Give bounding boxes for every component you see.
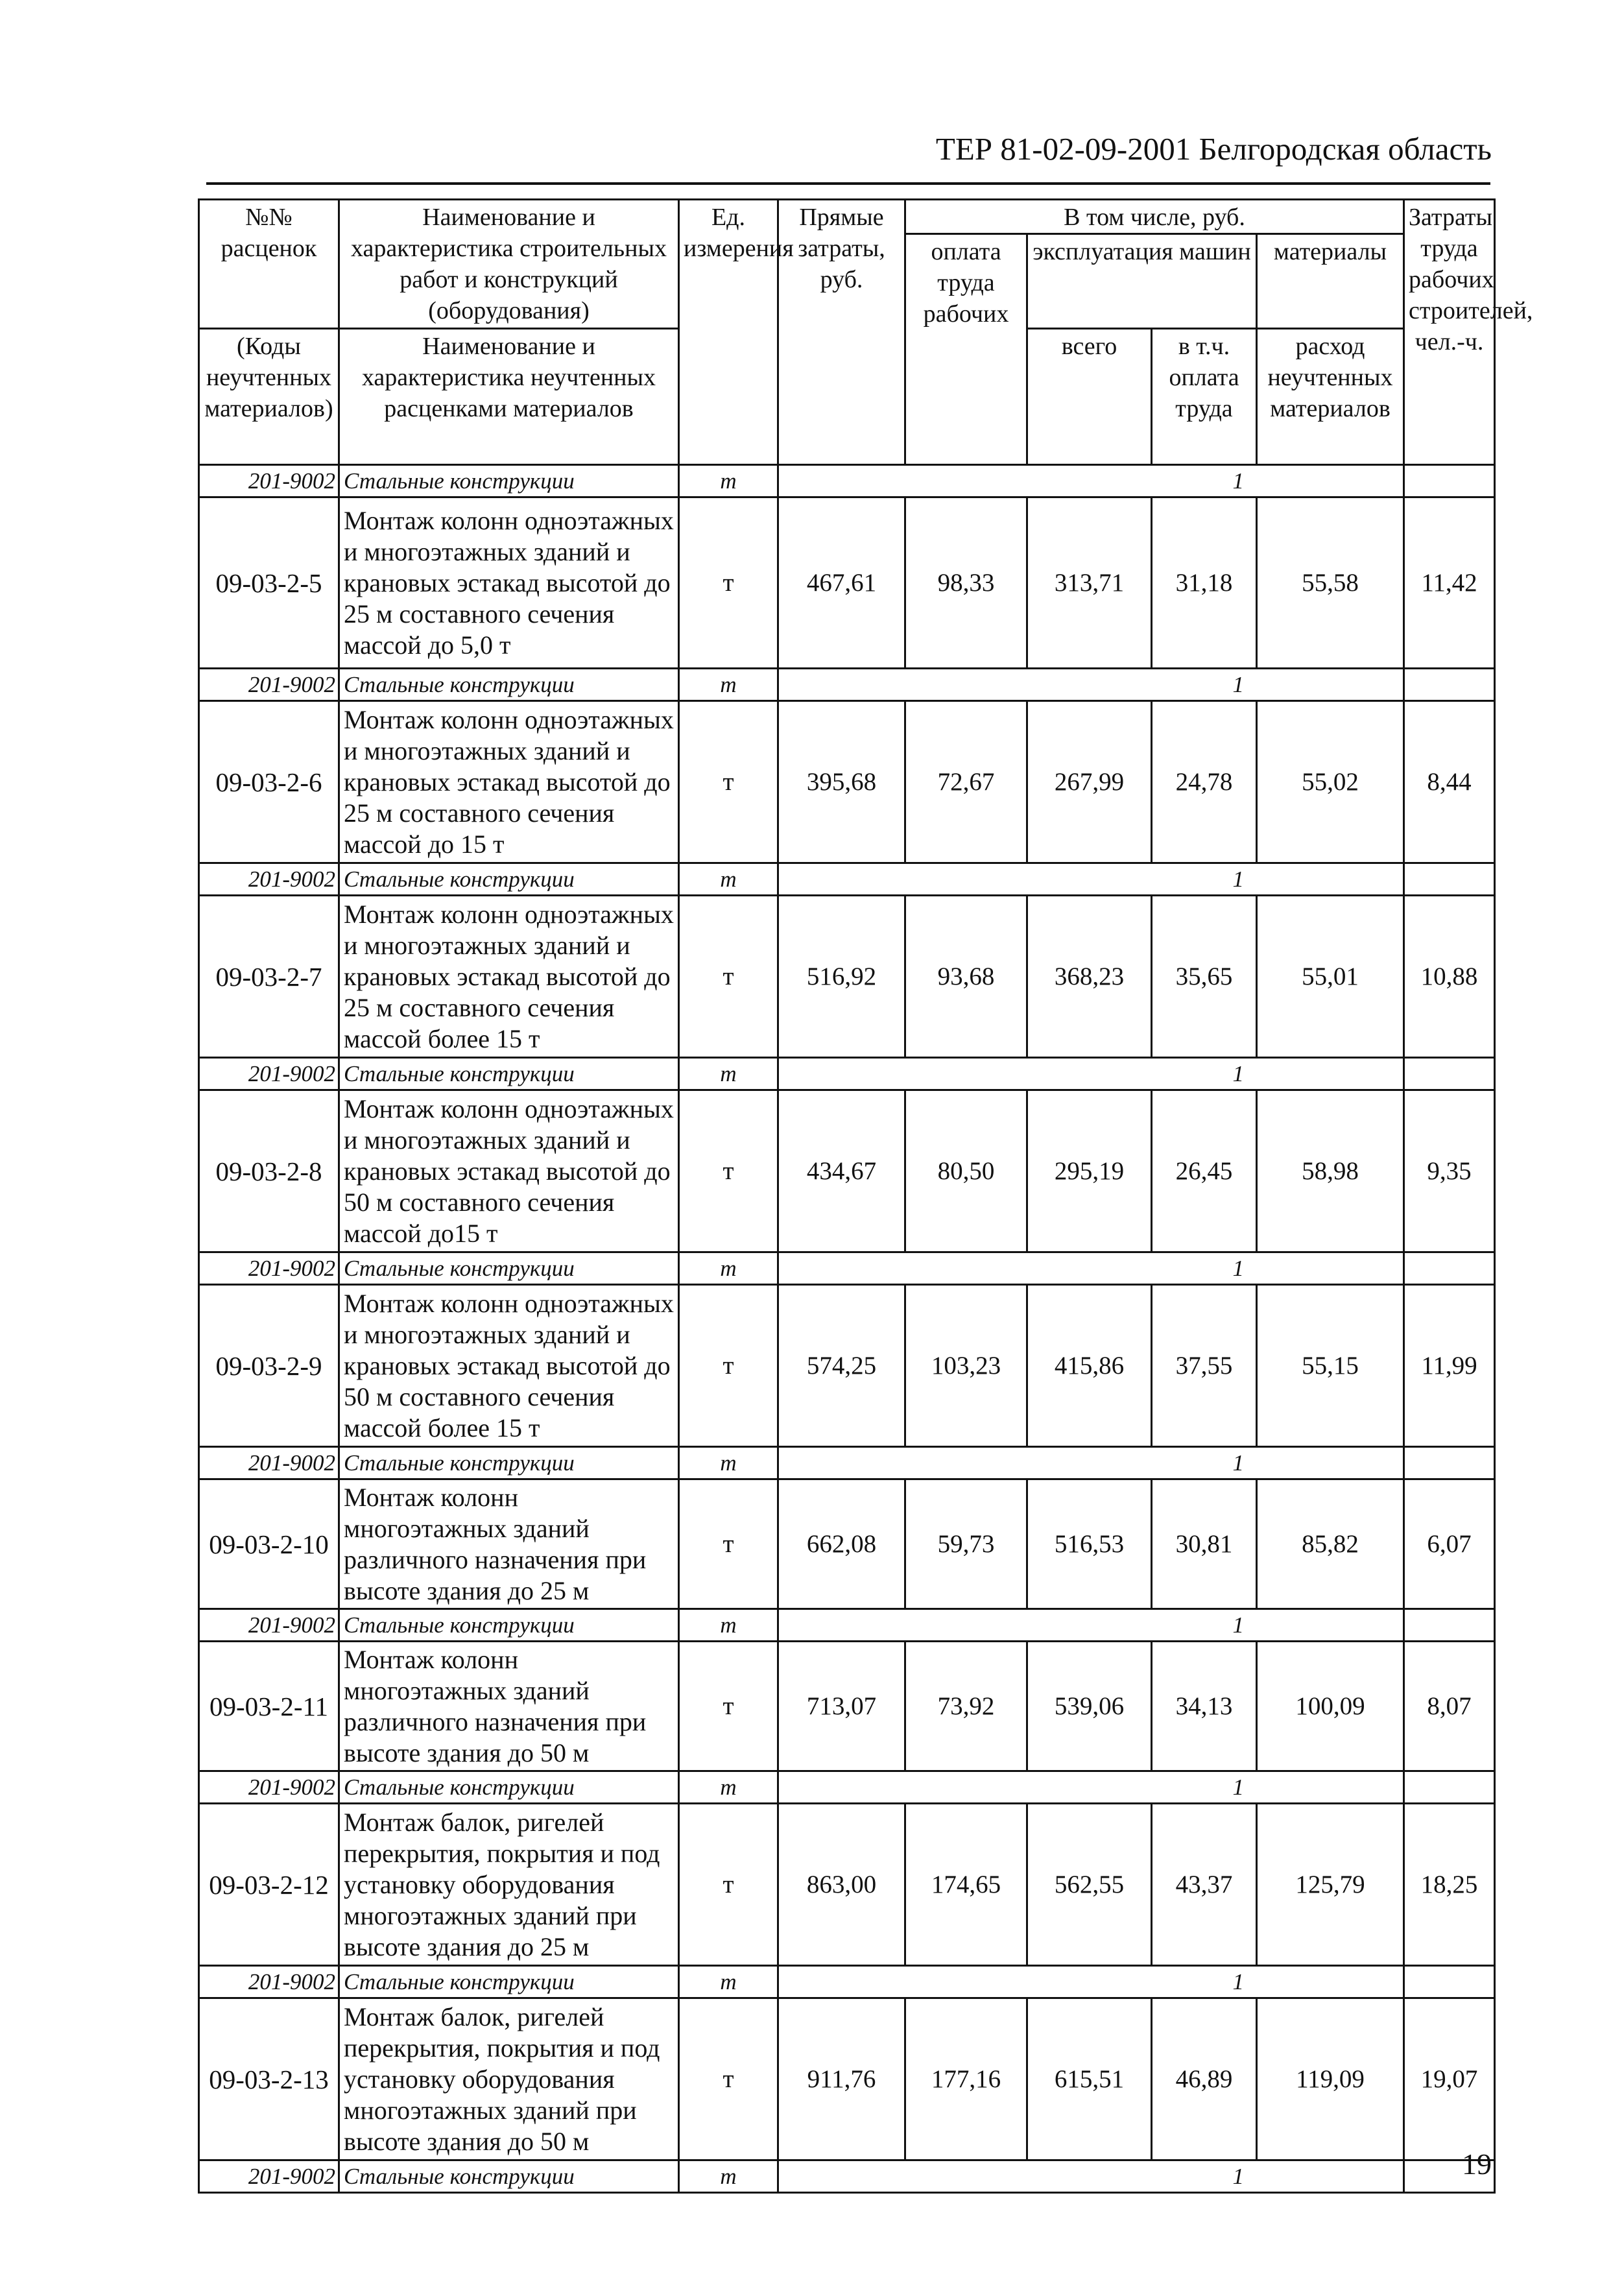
rates-table — [198, 198, 1533, 2194]
rate-machine-wages: 43,37 — [1152, 1804, 1257, 1966]
rate-direct-costs: 516,92 — [778, 896, 905, 1058]
rate-labor-costs: 18,25 — [1404, 1804, 1495, 1966]
material-consumption-value: 1 — [1232, 1255, 1244, 1281]
material-row — [199, 863, 1495, 896]
rate-labor-costs: 9,35 — [1404, 1090, 1495, 1252]
header-rule — [206, 182, 1490, 185]
rate-labor-wages: 59,73 — [905, 1479, 1027, 1609]
rate-labor-wages: 177,16 — [905, 1998, 1027, 2160]
material-row — [199, 465, 1495, 497]
rate-machine-wages: 26,45 — [1152, 1090, 1257, 1252]
rate-direct-costs: 574,25 — [778, 1285, 905, 1447]
material-consumption — [778, 1447, 1404, 1479]
material-consumption-value: 1 — [1232, 1774, 1244, 1800]
rate-row — [199, 497, 1495, 669]
material-name: Стальные конструкции — [339, 1447, 679, 1479]
material-empty — [1404, 863, 1495, 896]
rate-labor-wages: 98,33 — [905, 497, 1027, 669]
header-labor-costs: Затраты труда рабочих строителей, чел.-ч. — [1404, 200, 1495, 465]
rate-machine-total: 415,86 — [1027, 1285, 1152, 1447]
material-name: Стальные конструкции — [339, 1771, 679, 1804]
material-consumption — [778, 863, 1404, 896]
material-consumption — [778, 465, 1404, 497]
material-unit: т — [679, 863, 778, 896]
rate-name: Монтаж колонн одноэтажных и многоэтажных зданий и крановых эстакад высотой до 50 м составного сечения массой до15 т — [339, 1090, 679, 1252]
material-code: 201-9002 — [199, 1252, 339, 1285]
material-unit: т — [679, 1058, 778, 1090]
material-empty — [1404, 669, 1495, 701]
material-row — [199, 1966, 1495, 1998]
header-name: Наименование и характеристика строительных работ и конструкций (оборудования) — [339, 200, 679, 329]
material-consumption — [778, 1058, 1404, 1090]
material-consumption — [778, 1771, 1404, 1804]
rate-row — [199, 1804, 1495, 1966]
material-name: Стальные конструкции — [339, 1966, 679, 1998]
material-empty — [1404, 1609, 1495, 1642]
rates-table-body — [199, 465, 1495, 2193]
rate-labor-costs: 6,07 — [1404, 1479, 1495, 1609]
rate-direct-costs: 395,68 — [778, 701, 905, 863]
rate-machine-total: 516,53 — [1027, 1479, 1152, 1609]
rate-row — [199, 701, 1495, 863]
rate-labor-costs: 11,42 — [1404, 497, 1495, 669]
material-empty — [1404, 1252, 1495, 1285]
material-consumption — [778, 1252, 1404, 1285]
rate-name: Монтаж балок, ригелей перекрытия, покрытия и под установку оборудования многоэтажных зданий при высоте здания до 50 м — [339, 1998, 679, 2160]
rate-direct-costs: 662,08 — [778, 1479, 905, 1609]
material-consumption-value: 1 — [1232, 866, 1244, 892]
material-consumption — [778, 2160, 1404, 2193]
rate-labor-wages: 93,68 — [905, 896, 1027, 1058]
header-unit: Ед. измерения — [679, 200, 778, 465]
rate-labor-costs: 19,07 — [1404, 1998, 1495, 2160]
rate-labor-wages: 72,67 — [905, 701, 1027, 863]
material-unit: т — [679, 1252, 778, 1285]
rate-machine-wages: 46,89 — [1152, 1998, 1257, 2160]
rate-unit: т — [679, 896, 778, 1058]
material-empty — [1404, 1447, 1495, 1479]
header-including: В том числе, руб. — [905, 200, 1404, 234]
material-consumption-value: 1 — [1232, 2163, 1244, 2189]
rate-materials: 55,01 — [1257, 896, 1404, 1058]
rate-materials: 100,09 — [1257, 1642, 1404, 1771]
header-code: №№ расценок — [199, 200, 339, 329]
rate-unit: т — [679, 1285, 778, 1447]
rate-direct-costs: 713,07 — [778, 1642, 905, 1771]
rate-row — [199, 1479, 1495, 1609]
material-row — [199, 669, 1495, 701]
material-consumption-value: 1 — [1232, 1968, 1244, 1994]
rate-machine-total: 313,71 — [1027, 497, 1152, 669]
material-row — [199, 1609, 1495, 1642]
rate-unit: т — [679, 1804, 778, 1966]
material-consumption-value: 1 — [1232, 468, 1244, 494]
rate-row — [199, 1285, 1495, 1447]
rate-name: Монтаж колонн многоэтажных зданий различного назначения при высоте здания до 25 м — [339, 1479, 679, 1609]
rate-labor-wages: 103,23 — [905, 1285, 1027, 1447]
rate-machine-wages: 30,81 — [1152, 1479, 1257, 1609]
rate-unit: т — [679, 497, 778, 669]
material-consumption — [778, 1966, 1404, 1998]
rate-name: Монтаж колонн одноэтажных и многоэтажных зданий и крановых эстакад высотой до 25 м составного сечения массой до 15 т — [339, 701, 679, 863]
rate-code: 09-03-2-13 — [199, 1998, 339, 2160]
header-labor-wages: оплата труда рабочих — [905, 234, 1027, 465]
rate-name: Монтаж колонн одноэтажных и многоэтажных зданий и крановых эстакад высотой до 50 м составного сечения массой более 15 т — [339, 1285, 679, 1447]
rate-machine-total: 368,23 — [1027, 896, 1152, 1058]
rate-row — [199, 896, 1495, 1058]
material-unit: т — [679, 1609, 778, 1642]
header-machine-total: всего — [1027, 329, 1152, 465]
material-empty — [1404, 1058, 1495, 1090]
material-code: 201-9002 — [199, 1771, 339, 1804]
rate-materials: 125,79 — [1257, 1804, 1404, 1966]
material-unit: т — [679, 1966, 778, 1998]
rate-materials: 58,98 — [1257, 1090, 1404, 1252]
rate-row — [199, 1642, 1495, 1771]
rate-labor-costs: 8,44 — [1404, 701, 1495, 863]
rate-unit: т — [679, 701, 778, 863]
rate-unit: т — [679, 1998, 778, 2160]
rate-unit: т — [679, 1479, 778, 1609]
rate-unit: т — [679, 1090, 778, 1252]
rate-machine-wages: 34,13 — [1152, 1642, 1257, 1771]
rate-direct-costs: 863,00 — [778, 1804, 905, 1966]
rate-labor-wages: 80,50 — [905, 1090, 1027, 1252]
material-empty — [1404, 1771, 1495, 1804]
material-code: 201-9002 — [199, 669, 339, 701]
rate-machine-wages: 37,55 — [1152, 1285, 1257, 1447]
material-consumption-value: 1 — [1232, 1612, 1244, 1638]
material-code: 201-9002 — [199, 1966, 339, 1998]
header-material-name: Наименование и характеристика неучтенных расценками материалов — [339, 329, 679, 465]
material-unit: т — [679, 2160, 778, 2193]
rate-machine-wages: 24,78 — [1152, 701, 1257, 863]
rate-row — [199, 1998, 1495, 2160]
material-name: Стальные конструкции — [339, 465, 679, 497]
material-row — [199, 1252, 1495, 1285]
rate-code: 09-03-2-5 — [199, 497, 339, 669]
material-empty — [1404, 465, 1495, 497]
material-code: 201-9002 — [199, 465, 339, 497]
rate-materials: 55,58 — [1257, 497, 1404, 669]
material-row — [199, 1058, 1495, 1090]
material-unit: т — [679, 465, 778, 497]
material-unit: т — [679, 1447, 778, 1479]
rate-labor-wages: 174,65 — [905, 1804, 1027, 1966]
header-material-consumption: расход неучтенных материалов — [1257, 329, 1404, 465]
rate-code: 09-03-2-9 — [199, 1285, 339, 1447]
rate-name: Монтаж балок, ригелей перекрытия, покрытия и под установку оборудования многоэтажных зданий при высоте здания до 25 м — [339, 1804, 679, 1966]
rate-name: Монтаж колонн одноэтажных и многоэтажных зданий и крановых эстакад высотой до 25 м составного сечения массой более 15 т — [339, 896, 679, 1058]
rate-materials: 119,09 — [1257, 1998, 1404, 2160]
material-code: 201-9002 — [199, 863, 339, 896]
rate-machine-wages: 35,65 — [1152, 896, 1257, 1058]
rate-machine-total: 267,99 — [1027, 701, 1152, 863]
rate-labor-wages: 73,92 — [905, 1642, 1027, 1771]
header-machine-wages: в т.ч. оплата труда — [1152, 329, 1257, 465]
rate-labor-costs: 10,88 — [1404, 896, 1495, 1058]
material-unit: т — [679, 1771, 778, 1804]
rate-code: 09-03-2-8 — [199, 1090, 339, 1252]
header-materials: материалы — [1257, 234, 1404, 329]
rate-labor-costs: 8,07 — [1404, 1642, 1495, 1771]
material-consumption — [778, 1609, 1404, 1642]
material-row — [199, 1447, 1495, 1479]
rate-code: 09-03-2-11 — [199, 1642, 339, 1771]
page-header-title: ТЕР 81-02-09-2001 Белгородская область — [935, 131, 1492, 167]
material-name: Стальные конструкции — [339, 863, 679, 896]
material-consumption-value: 1 — [1232, 1450, 1244, 1476]
material-name: Стальные конструкции — [339, 1252, 679, 1285]
material-code: 201-9002 — [199, 1447, 339, 1479]
rate-unit: т — [679, 1642, 778, 1771]
rate-materials: 55,02 — [1257, 701, 1404, 863]
rate-direct-costs: 434,67 — [778, 1090, 905, 1252]
material-code: 201-9002 — [199, 2160, 339, 2193]
rate-name: Монтаж колонн одноэтажных и многоэтажных зданий и крановых эстакад высотой до 25 м составного сечения массой до 5,0 т — [339, 497, 679, 669]
rate-code: 09-03-2-12 — [199, 1804, 339, 1966]
material-unit: т — [679, 669, 778, 701]
material-code: 201-9002 — [199, 1058, 339, 1090]
rate-machine-total: 615,51 — [1027, 1998, 1152, 2160]
material-consumption-value: 1 — [1232, 1060, 1244, 1086]
material-name: Стальные конструкции — [339, 2160, 679, 2193]
material-name: Стальные конструкции — [339, 1058, 679, 1090]
rate-machine-total: 295,19 — [1027, 1090, 1152, 1252]
header-direct-costs: Прямые затраты, руб. — [778, 200, 905, 465]
rate-materials: 85,82 — [1257, 1479, 1404, 1609]
header-material-code: (Коды неучтенных материалов) — [199, 329, 339, 465]
rate-code: 09-03-2-7 — [199, 896, 339, 1058]
rate-direct-costs: 467,61 — [778, 497, 905, 669]
rate-row — [199, 1090, 1495, 1252]
material-name: Стальные конструкции — [339, 1609, 679, 1642]
rate-code: 09-03-2-6 — [199, 701, 339, 863]
rate-labor-costs: 11,99 — [1404, 1285, 1495, 1447]
rate-materials: 55,15 — [1257, 1285, 1404, 1447]
material-row — [199, 2160, 1495, 2193]
material-consumption-value: 1 — [1232, 671, 1244, 697]
rate-name: Монтаж колонн многоэтажных зданий различного назначения при высоте здания до 50 м — [339, 1642, 679, 1771]
rate-code: 09-03-2-10 — [199, 1479, 339, 1609]
material-row — [199, 1771, 1495, 1804]
rate-direct-costs: 911,76 — [778, 1998, 905, 2160]
rate-machine-total: 539,06 — [1027, 1642, 1152, 1771]
material-empty — [1404, 1966, 1495, 1998]
material-name: Стальные конструкции — [339, 669, 679, 701]
rate-machine-total: 562,55 — [1027, 1804, 1152, 1966]
material-consumption — [778, 669, 1404, 701]
material-code: 201-9002 — [199, 1609, 339, 1642]
rate-machine-wages: 31,18 — [1152, 497, 1257, 669]
header-machine-operation: эксплуатация машин — [1027, 234, 1257, 329]
page-number: 19 — [1462, 2147, 1492, 2181]
